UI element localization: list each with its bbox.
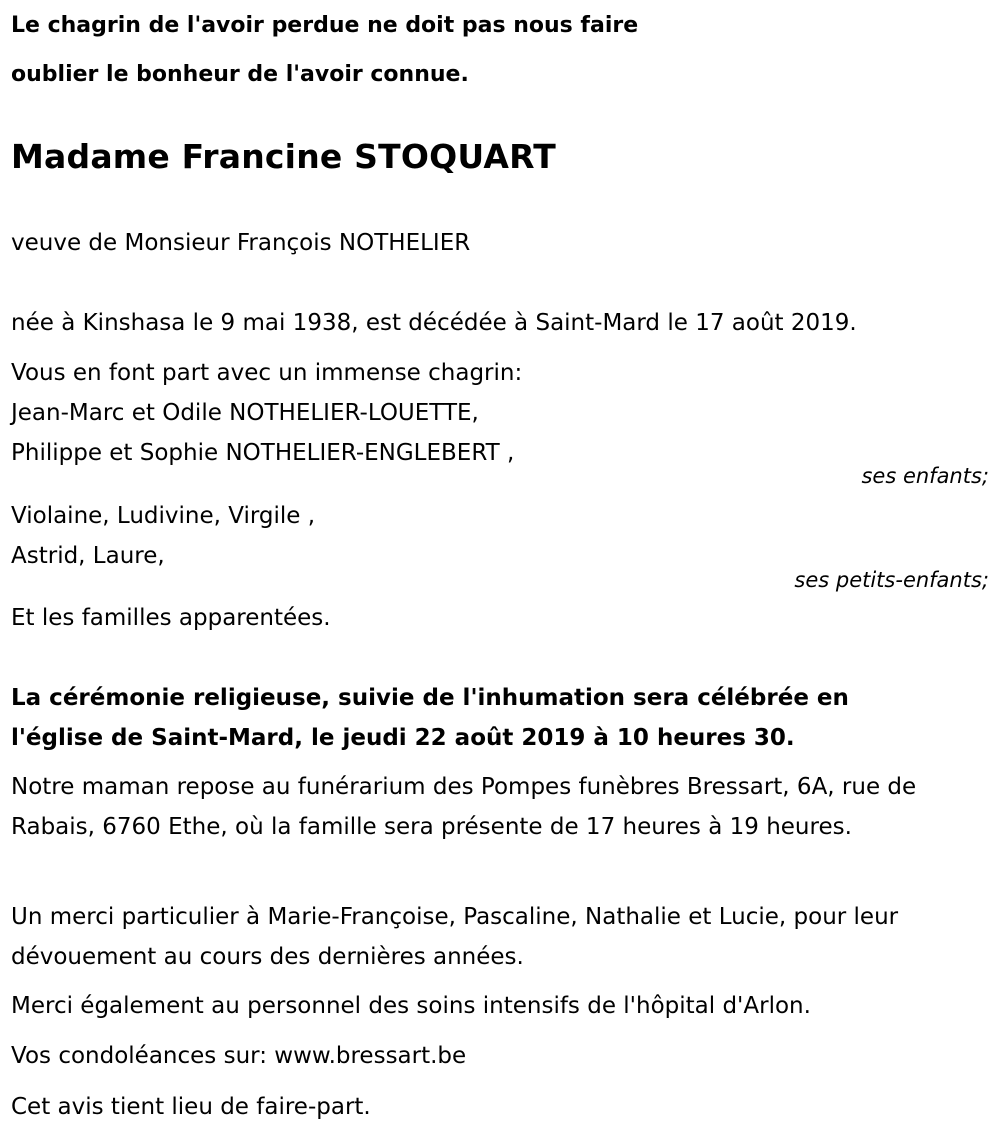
grandchild-line-2: Astrid, Laure, [11, 543, 165, 569]
birth-death-line: née à Kinshasa le 9 mai 1938, est décédée à Saint-Mard le 17 août 2019. [11, 310, 857, 336]
quote-line-1: Le chagrin de l'avoir perdue ne doit pas nous faire [11, 13, 639, 38]
child-line-2: Philippe et Sophie NOTHELIER-ENGLEBERT , [11, 440, 515, 466]
families-line: Et les familles apparentées. [11, 605, 331, 631]
deceased-name: Madame Francine STOQUART [11, 137, 556, 176]
ceremony-line-2: l'église de Saint-Mard, le jeudi 22 août 2019 à 10 heures 30. [11, 725, 795, 751]
children-label: ses enfants; [861, 464, 989, 488]
notice-line: Cet avis tient lieu de faire-part. [11, 1094, 371, 1120]
ceremony-line-1: La cérémonie religieuse, suivie de l'inhumation sera célébrée en [11, 685, 849, 711]
grandchild-line-1: Violaine, Ludivine, Virgile , [11, 503, 316, 529]
child-line-1: Jean-Marc et Odile NOTHELIER-LOUETTE, [11, 400, 479, 426]
thanks-caregivers-paragraph: Un merci particulier à Marie-Françoise, Pascaline, Nathalie et Lucie, pour leur dévouement au cours des dernières années. [11, 904, 899, 970]
thanks-hospital-paragraph: Merci également au personnel des soins intensifs de l'hôpital d'Arlon. [11, 993, 811, 1019]
announcement-intro: Vous en font part avec un immense chagrin: [11, 360, 523, 386]
spouse-line: veuve de Monsieur François NOTHELIER [11, 230, 471, 256]
grandchildren-label: ses petits-enfants; [794, 568, 989, 592]
quote-line-2: oublier le bonheur de l'avoir connue. [11, 62, 469, 87]
funerarium-paragraph: Notre maman repose au funérarium des Pompes funèbres Bressart, 6A, rue de Rabais, 6760 Ethe, où la famille sera présente de 17 heures à 19 heures. [11, 774, 917, 840]
condolences-line: Vos condoléances sur: www.bressart.be [11, 1043, 467, 1069]
